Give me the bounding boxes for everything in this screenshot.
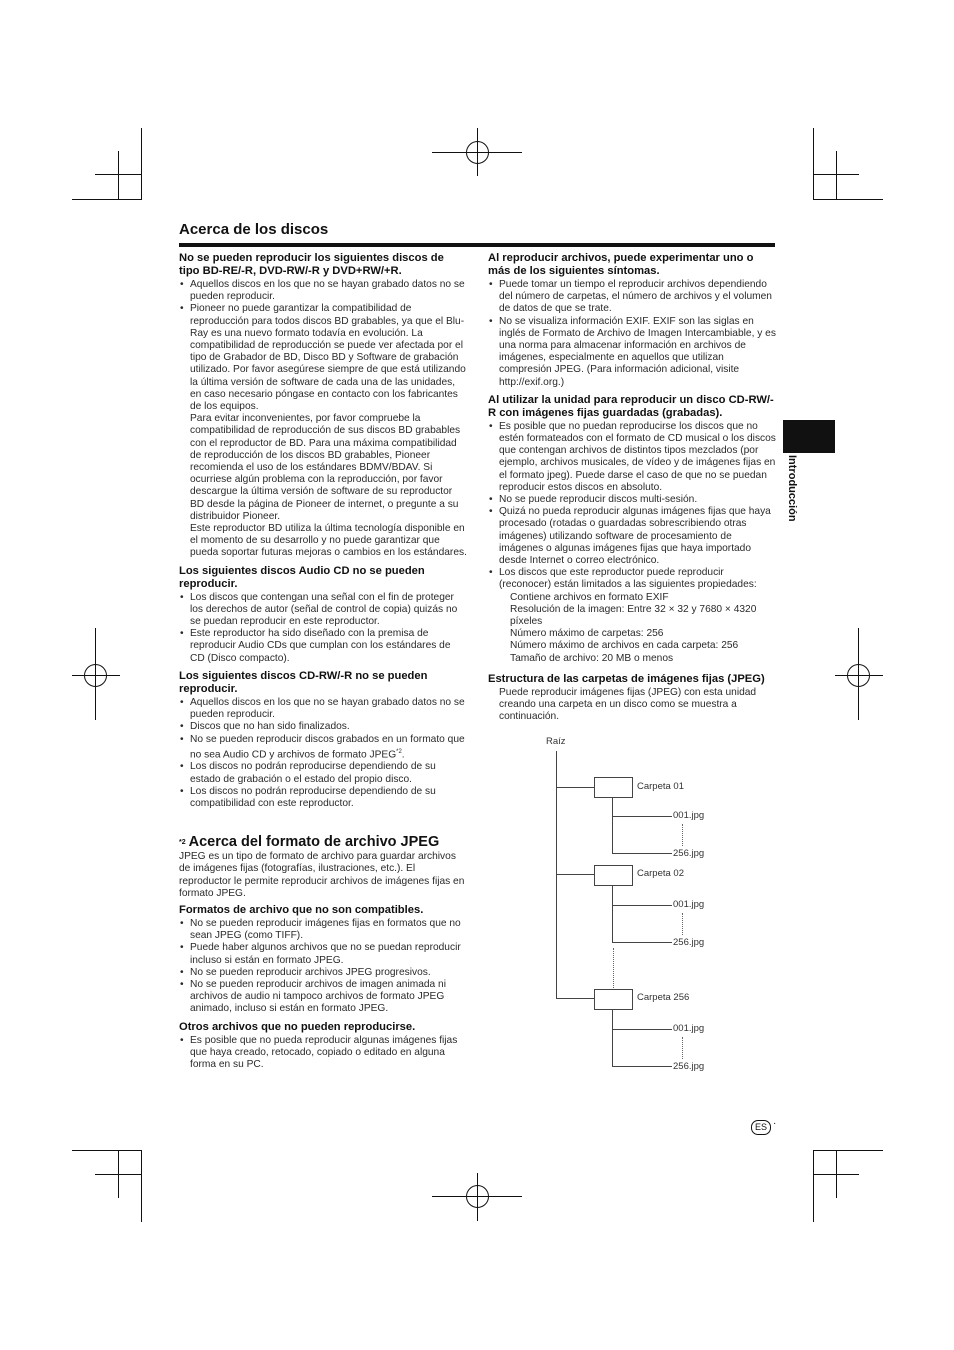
folder-box <box>594 777 633 798</box>
list-item <box>179 721 467 733</box>
tree-ellipsis <box>613 948 614 988</box>
list-item-text <box>190 734 467 762</box>
tree-ellipsis <box>682 824 683 846</box>
right-column <box>488 252 776 724</box>
list-item <box>488 316 776 389</box>
jpeg-intro: JPEG es un tipo de formato de archivo para guardar archivos de imágenes fijas (fotografías, ilustraciones, etc.). El reproductor le permite reproducir archivos de imágenes fijas en formato JPEG. <box>179 851 465 899</box>
tree-branch <box>556 998 594 999</box>
jpeg-section-title-text: Acerca del formato de archivo JPEG <box>188 834 440 851</box>
list-item <box>179 979 467 1016</box>
list-item-text: • Aquellos discos en los que no se hayan grabado datos no se pueden reproducir. <box>190 279 465 303</box>
list-item-text: • Es posible que no pueda reproducir algunas imágenes fijas que haya creado, retocado, copiado o editado en alguna forma en su PC. <box>190 1034 458 1070</box>
list-item-text: • No se pueden reproducir archivos JPEG progresivos. <box>190 966 431 978</box>
tree-branch <box>612 816 672 817</box>
file-label: 256.jpg <box>673 848 705 859</box>
folder-label: Carpeta 02 <box>637 868 685 879</box>
spec-line: Contiene archivos en formato EXIF <box>510 591 669 603</box>
tree-branch <box>612 905 672 906</box>
tree-branch <box>612 1009 613 1067</box>
list-item-text: • Puede tomar un tiempo el reproducir archivos dependiendo del número de carpetas, el número de archivos y el volumen de datos de que se trate. <box>499 279 772 315</box>
list-item <box>488 567 776 665</box>
list-cd-rw-images <box>488 421 776 665</box>
tree-branch <box>612 1066 672 1067</box>
list-item-text: • Los discos que contengan una señal con el fin de proteger los derechos de autor (señal de control de copia) quizás no se puedan reproducir en este reproductor. <box>190 591 458 628</box>
list-bd-dvd <box>179 279 467 560</box>
heading-cd-rw-images: Al utilizar la unidad para reproducir un disco CD-RW/-R con imágenes fijas guardadas (grabadas). <box>488 393 774 419</box>
folder-box <box>594 865 633 886</box>
list-unsupported-formats <box>179 918 467 1016</box>
list-item-text-main: No se pueden reproducir discos grabados en un formato que no sea Audio CD y archivos de formato JPEG <box>190 733 465 761</box>
heading-unsupported-formats: Formatos de archivo que no son compatibles. <box>179 903 424 916</box>
file-label: 001.jpg <box>673 810 705 821</box>
tree-ellipsis <box>682 913 683 935</box>
folder-structure-body: Puede reproducir imágenes fijas (JPEG) con esta unidad creando una carpeta en un disco como se muestra a continuación. <box>499 686 757 723</box>
footnote-ref: *2 <box>396 748 402 755</box>
tree-trunk <box>556 751 557 999</box>
list-item-text: • Pioneer no puede garantizar la compatibilidad de reproducción para todos discos BD grabables, ya que el Blu-Ray es una nuevo formato todavía en evolución. La compatibilidad de reproducción se puede ver afectada por el tipo de Grabador de BD, Disco BD y Software de grabación utilizado. Por favor asegúrese siempre de que está utilizando la última versión de software de cada una de las unidades, en caso necesario póngase en contacto con los fabricantes de los equipos. <box>190 303 466 413</box>
list-item-text: Para evitar inconvenientes, por favor compruebe la compatibilidad de reproducción de sus discos BD grabables con el reproductor de BD. Para una máxima compatibilidad de reproducción de los discos BD grabables, Pioneer recomienda el uso de los estándares BDMV/BDAV. Si ocurriese algún problema con la reproducción, por favor descargue la última versión de software de su reproductor BD desde la página de Pioneer de internet, o pregunte a su distribuidor Pioneer. <box>190 413 461 522</box>
section-tab-label: Introducción <box>786 455 798 522</box>
list-item-text: • No se visualiza información EXIF. EXIF son las siglas en inglés de Formato de Archivo de Imagen Intercambiable, y es una norma para almacenar información en archivos de imágenes, especialmente en aquellos que utilizan compresión JPEG. (Para información adicional, visite http://exif.org.) <box>499 315 776 388</box>
file-label: 001.jpg <box>673 1023 705 1034</box>
list-item-text: • Este reproductor ha sido diseñado con la premisa de reproducir Audio CDs que cumplan con los estándares de CD (Disco compacto). <box>190 628 451 664</box>
list-item <box>488 506 776 567</box>
spec-line: Número máximo de carpetas: 256 <box>510 628 664 640</box>
heading-symptoms: Al reproducir archivos, puede experimentar uno o más de los siguientes síntomas. <box>488 252 754 277</box>
heading-audio-cd: Los siguientes discos Audio CD no se pueden reproducir. <box>179 564 425 590</box>
tree-branch <box>612 942 672 943</box>
file-label: 001.jpg <box>673 899 705 910</box>
list-item-text: • Quizá no pueda reproducir algunas imágenes fijas que haya procesado (rotadas o guardadas sobrescribiendo otras imágenes) utilizando software de procesamiento de imágenes o algunas imágenes fijas que haya importado desde Internet o correo electrónico. <box>499 506 771 567</box>
list-item <box>179 786 467 810</box>
list-item-text: • Aquellos discos en los que no se hayan grabado datos no se pueden reproducir. <box>190 696 465 721</box>
list-item <box>488 279 776 316</box>
list-item-text: • No se puede reproducir discos multi-sesión. <box>499 494 698 506</box>
section-tab <box>783 420 835 453</box>
list-item <box>488 421 776 494</box>
list-item <box>179 734 467 762</box>
list-item <box>179 279 467 303</box>
list-item <box>179 303 467 559</box>
list-item <box>179 628 467 665</box>
list-item <box>179 967 467 979</box>
left-column <box>179 252 467 1076</box>
list-item <box>179 761 467 785</box>
list-item-text: • No se pueden reproducir imágenes fijas en formatos que no sean JPEG (como TIFF). <box>190 917 461 942</box>
list-item-text: • Los discos no podrán reproducirse dependiendo de su estado de grabación o el estado del propio disco. <box>190 761 436 785</box>
language-badge: ES <box>751 1120 771 1135</box>
list-item-text: • Puede haber algunos archivos que no se puedan reproducir incluso si están en formato JPEG. <box>190 942 461 966</box>
list-item-text: • Discos que no han sido finalizados. <box>190 721 350 733</box>
list-item <box>179 918 467 942</box>
spec-line: Tamaño de archivo: 20 MB o menos <box>510 652 674 664</box>
list-item <box>179 697 467 721</box>
jpeg-section-title <box>179 834 467 850</box>
page-number-marker: · <box>773 1118 777 1129</box>
spec-list <box>510 592 776 665</box>
list-item-text: • Los discos que este reproductor puede reproducir (reconocer) están limitados a las siguientes propiedades: <box>499 567 757 591</box>
heading-folder-structure: Estructura de las carpetas de imágenes fijas (JPEG) <box>488 672 765 685</box>
folder-label: Carpeta 256 <box>637 992 690 1003</box>
tree-branch <box>612 885 613 943</box>
list-item-text: • Los discos no podrán reproducirse dependiendo de su compatibilidad con este reproductor. <box>190 785 436 809</box>
list-item-text: Este reproductor BD utiliza la última tecnología disponible en el momento de su desarrollo y no puede garantizar que pueda soportar futuras mejoras o cambios en los estándares. <box>190 523 467 559</box>
folder-box <box>594 989 633 1010</box>
tree-branch <box>556 874 594 875</box>
footnote-marker: *2 <box>179 839 186 847</box>
heading-other-files: Otros archivos que no pueden reproducirse. <box>179 1020 416 1033</box>
list-item <box>179 1035 467 1072</box>
tree-branch <box>556 787 594 788</box>
tree-ellipsis <box>682 1037 683 1059</box>
list-item <box>179 942 467 966</box>
tree-branch <box>612 797 613 854</box>
list-item <box>488 494 776 506</box>
list-other-files <box>179 1035 467 1072</box>
tree-branch <box>612 853 672 854</box>
spec-line: píxeles <box>510 616 543 628</box>
tree-branch <box>612 1029 672 1030</box>
list-symptoms <box>488 279 776 389</box>
heading-cd-rw: Los siguientes discos CD-RW/-R no se pueden reproducir. <box>179 669 428 695</box>
file-label: 256.jpg <box>673 1061 705 1072</box>
page-title: Acerca de los discos <box>179 221 329 238</box>
list-audio-cd <box>179 592 467 665</box>
folder-label: Carpeta 01 <box>637 781 685 792</box>
heading-bd-dvd-unplayable: No se pueden reproducir los siguientes discos de tipo BD-RE/-R, DVD-RW/-R y DVD+RW/+R. <box>179 252 444 277</box>
list-cd-rw <box>179 697 467 810</box>
list-item <box>179 592 467 629</box>
list-item-text: • Es posible que no puedan reproducirse los discos que no estén formateados con el formato de CD musical o los discos que contengan archivos de distintos tipos mezclados (por ejemplo, archivos musicales, de vídeo y de imágenes fijas en el formato jpeg). Puede darse el caso de que no se puedan reproducir estos discos en absoluto. <box>499 420 776 493</box>
file-label: 256.jpg <box>673 937 705 948</box>
title-rule <box>179 243 775 247</box>
spec-line: Resolución de la imagen: Entre 32 × 32 y 7680 × 4320 <box>510 603 757 615</box>
list-item-text: • No se pueden reproducir archivos de imagen animada ni archivos de audio ni tampoco archivos de formato JPEG animado, incluso si están en formato JPEG. <box>190 978 446 1015</box>
spec-line: Número máximo de archivos en cada carpeta: 256 <box>510 640 739 652</box>
tree-root-label: Raíz <box>546 736 566 747</box>
list-item-text-end: . <box>401 749 405 761</box>
